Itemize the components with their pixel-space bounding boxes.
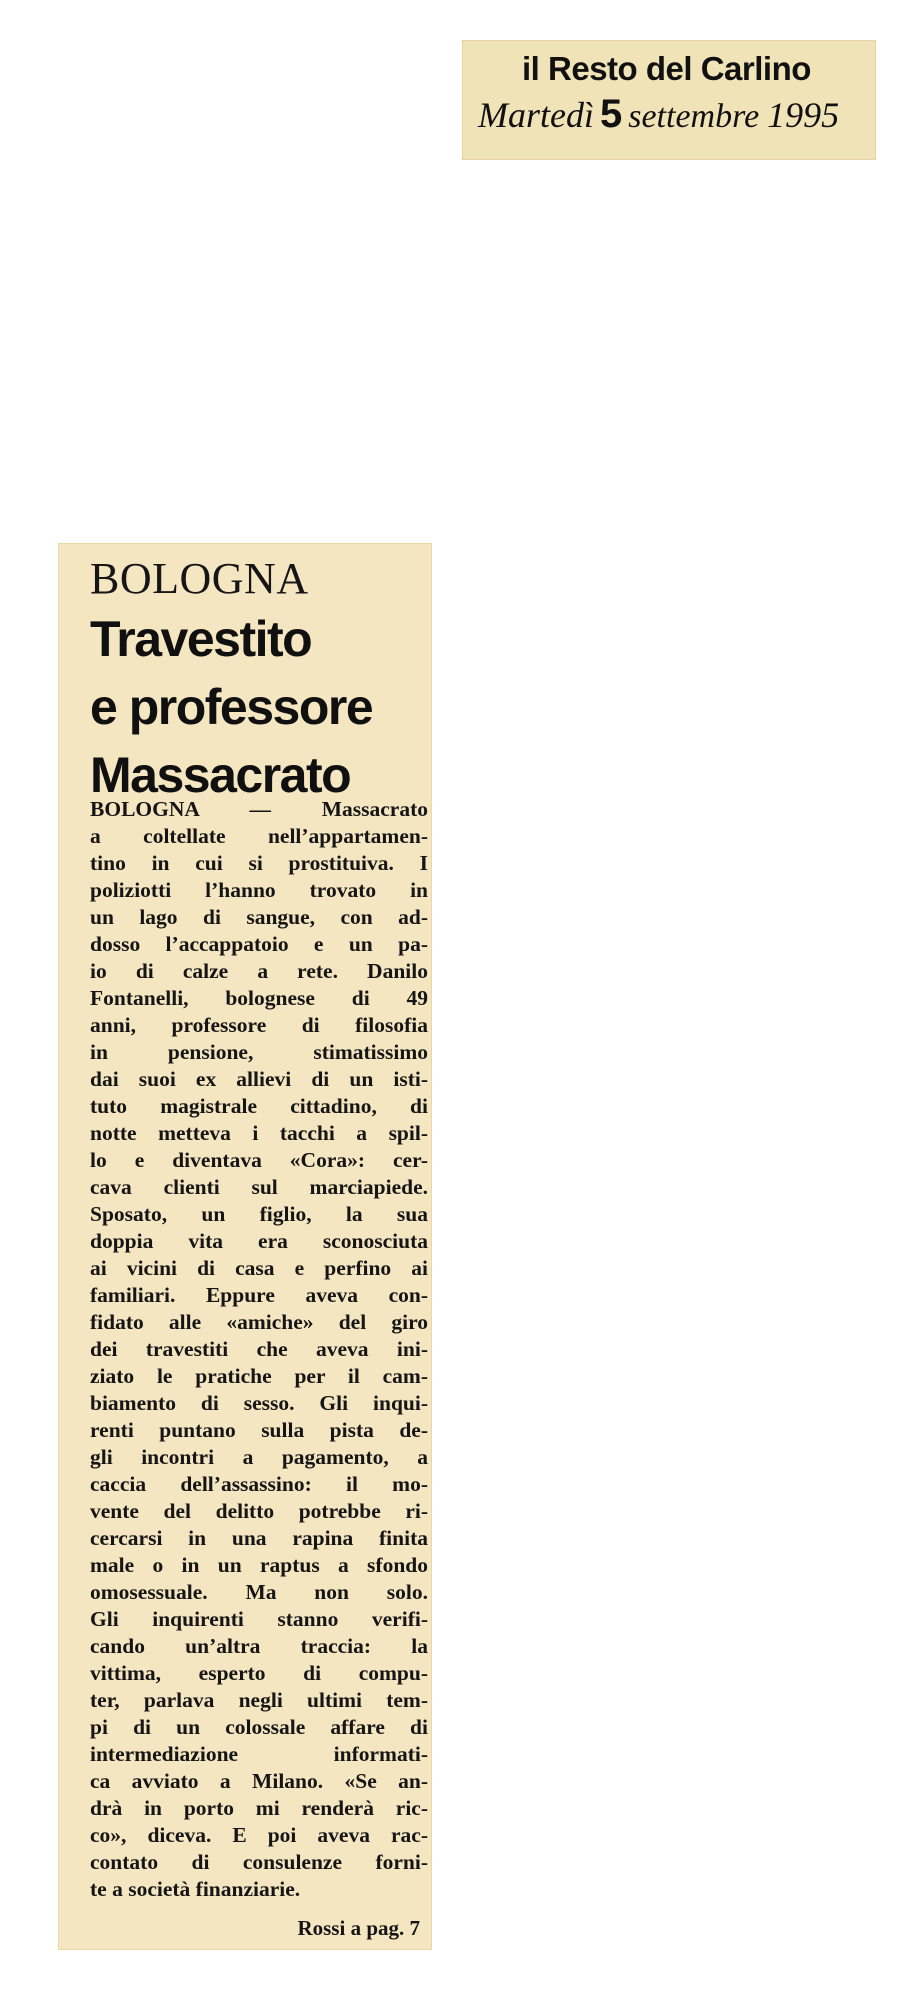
article-body-line: a coltellate nell’appartamen- xyxy=(90,824,428,848)
article-body-line: lo e diventava «Cora»: cer- xyxy=(90,1148,428,1172)
headline-line: e professore xyxy=(90,679,373,735)
article-body-line: te a società finanziarie. xyxy=(90,1877,301,1901)
publication-date xyxy=(478,92,873,137)
article-body-line: male o in un raptus a sfondo xyxy=(90,1553,428,1577)
article-body-line: gli incontri a pagamento, a xyxy=(90,1445,428,1469)
article-body-line: tuto magistrale cittadino, di xyxy=(90,1094,428,1118)
article-body-line: vittima, esperto di compu- xyxy=(90,1661,428,1685)
article-body-line: contato di consulenze forni- xyxy=(90,1850,428,1874)
article-body-line: io di calze a rete. Danilo xyxy=(90,959,428,983)
article-body-line: poliziotti l’hanno trovato in xyxy=(90,878,428,902)
article-body-line: co», diceva. E poi aveva rac- xyxy=(90,1823,428,1847)
article-body-line: BOLOGNA — Massacrato xyxy=(90,797,428,821)
date-year: 1995 xyxy=(767,95,840,135)
newspaper-name: il Resto del Carlino xyxy=(522,50,811,87)
article-body-line: in pensione, stimatissimo xyxy=(90,1040,428,1064)
date-day: 5 xyxy=(599,92,623,136)
article-body-line: intermediazione informati- xyxy=(90,1742,428,1766)
article-headline xyxy=(90,605,425,809)
article-body-line: ziato le pratiche per il cam- xyxy=(90,1364,428,1388)
article-body-line: dei travestiti che aveva ini- xyxy=(90,1337,428,1361)
article-body-line: biamento di sesso. Gli inqui- xyxy=(90,1391,428,1415)
article-body-line: caccia dell’assassino: il mo- xyxy=(90,1472,428,1496)
article-body-line: renti puntano sulla pista de- xyxy=(90,1418,428,1442)
headline-line: Massacrato xyxy=(90,747,351,803)
article-kicker: BOLOGNA xyxy=(90,554,309,603)
article-body-line: ca avviato a Milano. «Se an- xyxy=(90,1769,428,1793)
article-body-line: vente del delitto potrebbe ri- xyxy=(90,1499,428,1523)
article-body-line: familiari. Eppure aveva con- xyxy=(90,1283,428,1307)
article-body-line: Gli inquirenti stanno verifi- xyxy=(90,1607,428,1631)
continuation-reference: Rossi a pag. 7 xyxy=(297,1916,420,1940)
article-body-line: cava clienti sul marciapiede. xyxy=(90,1175,428,1199)
article-body-line: cercarsi in una rapina finita xyxy=(90,1526,428,1550)
article-body-line: ter, parlava negli ultimi tem- xyxy=(90,1688,428,1712)
article-body-line: omosessuale. Ma non solo. xyxy=(90,1580,428,1604)
date-weekday: Martedì xyxy=(478,95,594,135)
headline-line: Travestito xyxy=(90,611,312,667)
article-body-line: dosso l’accappatoio e un pa- xyxy=(90,932,428,956)
article-body-line: pi di un colossale affare di xyxy=(90,1715,428,1739)
article-body-line: Sposato, un figlio, la sua xyxy=(90,1202,428,1226)
article-body-line: anni, professore di filosofia xyxy=(90,1013,428,1037)
article-body-line: dai suoi ex allievi di un isti- xyxy=(90,1067,428,1091)
article-body-line: drà in porto mi renderà ric- xyxy=(90,1796,428,1820)
article-body-line: cando un’altra traccia: la xyxy=(90,1634,428,1658)
article-body-line: tino in cui si prostituiva. I xyxy=(90,851,428,875)
article-body xyxy=(90,796,428,1903)
article-body-line: fidato alle «amiche» del giro xyxy=(90,1310,428,1334)
article-body-line: ai vicini di casa e perfino ai xyxy=(90,1256,428,1280)
article-body-line: doppia vita era sconosciuta xyxy=(90,1229,428,1253)
article-body-line: un lago di sangue, con ad- xyxy=(90,905,428,929)
article-body-line: Fontanelli, bolognese di 49 xyxy=(90,986,428,1010)
article-clipping xyxy=(58,543,432,1950)
article-body-line: notte metteva i tacchi a spil- xyxy=(90,1121,428,1145)
newspaper-masthead-clipping xyxy=(462,40,876,160)
date-month: settembre xyxy=(628,98,760,135)
